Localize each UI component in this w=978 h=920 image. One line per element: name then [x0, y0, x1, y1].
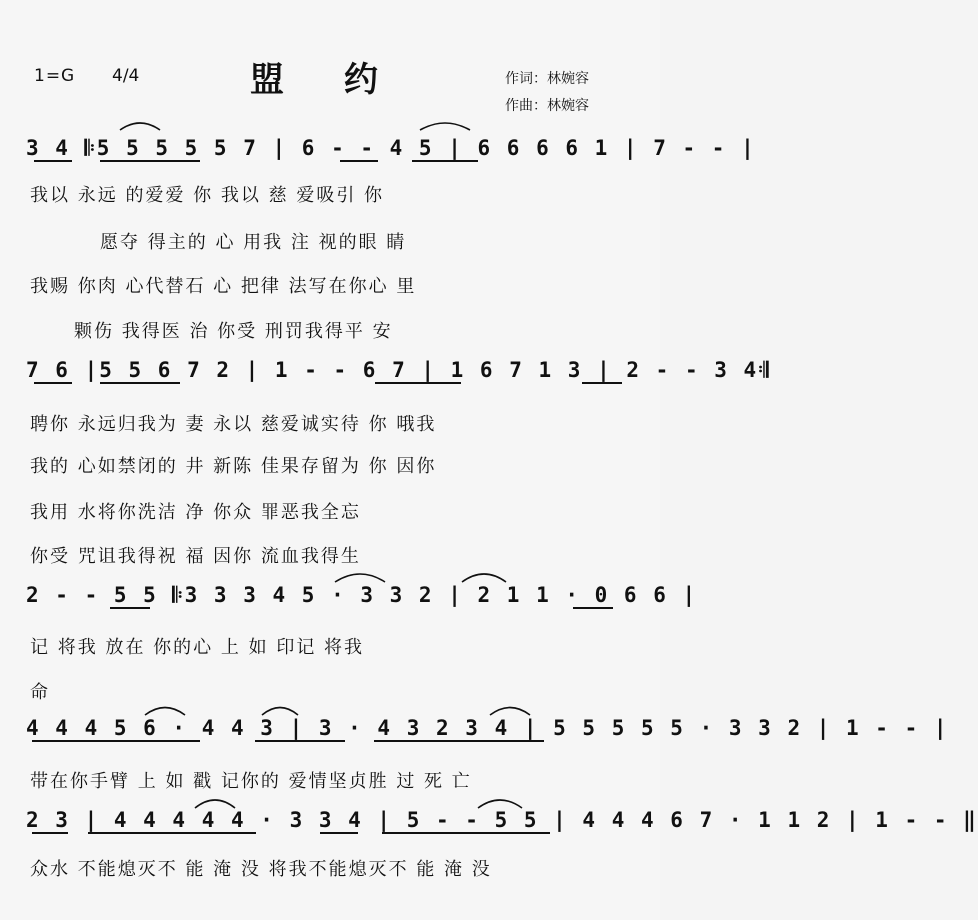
lyric-line: 我赐 你肉 心代替石 心 把律 法写在你心 里	[30, 276, 417, 297]
beam-underline	[34, 160, 72, 162]
beam-underline	[382, 832, 550, 834]
lyric-line: 带在你手臂 上 如 戳 记你的 爱情坚贞胜 过 死 亡	[30, 771, 472, 792]
beam-underline	[375, 382, 461, 384]
music-line-5: 2 3 | 4 4 4 4 4 · 3 3 4 | 5 - - 5 5 | 4 4 4 6 7 · 1 1 2 | 1 - - ‖	[26, 808, 978, 832]
beam-underline	[573, 607, 613, 609]
beam-underline	[255, 740, 345, 742]
music-line-3: 2 - - 5 5 𝄆3 3 3 4 5 · 3 3 2 | 2 1 1 · 0 6 6 |	[26, 583, 698, 607]
lyricist-credit: 作词：林婉容	[505, 71, 589, 87]
beam-underline	[32, 832, 68, 834]
lyric-line: 你受 咒诅我得祝 福 因你 流血我得生	[30, 546, 361, 567]
beam-underline	[100, 382, 180, 384]
beam-underline	[110, 607, 150, 609]
beam-underline	[100, 160, 200, 162]
lyric-line: 愿夺 得主的 心 用我 注 视的眼 睛	[100, 232, 407, 253]
music-line-1: 3 4 𝄆5 5 5 5 5 7 | 6 - - 4 5 | 6 6 6 6 1 | 7 - - |	[26, 136, 756, 160]
lyric-line: 众水 不能熄灭不 能 淹 没 将我不能熄灭不 能 淹 没	[30, 859, 492, 880]
lyric-line: 我用 水将你洗洁 净 你众 罪恶我全忘	[30, 502, 361, 523]
lyric-line: 我以 永远 的爱爱 你 我以 慈 爱吸引 你	[30, 185, 385, 206]
lyric-line: 聘你 永远归我为 妻 永以 慈爱诚实待 你 哦我	[30, 414, 437, 435]
time-signature: 4/4	[112, 66, 140, 86]
beam-underline	[34, 382, 72, 384]
beam-underline	[340, 160, 378, 162]
music-line-4: 4 4 4 5 6 · 4 4 3 | 3 · 4 3 2 3 4 | 5 5 5 5 5 · 3 3 2 | 1 - - |	[26, 716, 949, 740]
key-signature: 1=G	[34, 66, 76, 86]
lyric-line: 颗伤 我得医 治 你受 刑罚我得平 安	[74, 321, 393, 342]
beam-underline	[374, 740, 544, 742]
music-line-2: 7 6 |5 5 6 7 2 | 1 - - 6 7 | 1 6 7 1 3 | 2 - - 3 4𝄇	[26, 358, 771, 382]
lyric-line: 我的 心如禁闭的 井 新陈 佳果存留为 你 因你	[30, 456, 437, 477]
song-title: 盟约	[250, 60, 438, 100]
beam-underline	[412, 160, 478, 162]
beam-underline	[32, 740, 200, 742]
beam-underline	[88, 832, 256, 834]
composer-credit: 作曲：林婉容	[505, 98, 589, 114]
lyric-line: 命	[30, 682, 50, 703]
beam-underline	[320, 832, 358, 834]
lyric-line: 记 将我 放在 你的心 上 如 印记 将我	[30, 637, 365, 658]
beam-underline	[582, 382, 622, 384]
